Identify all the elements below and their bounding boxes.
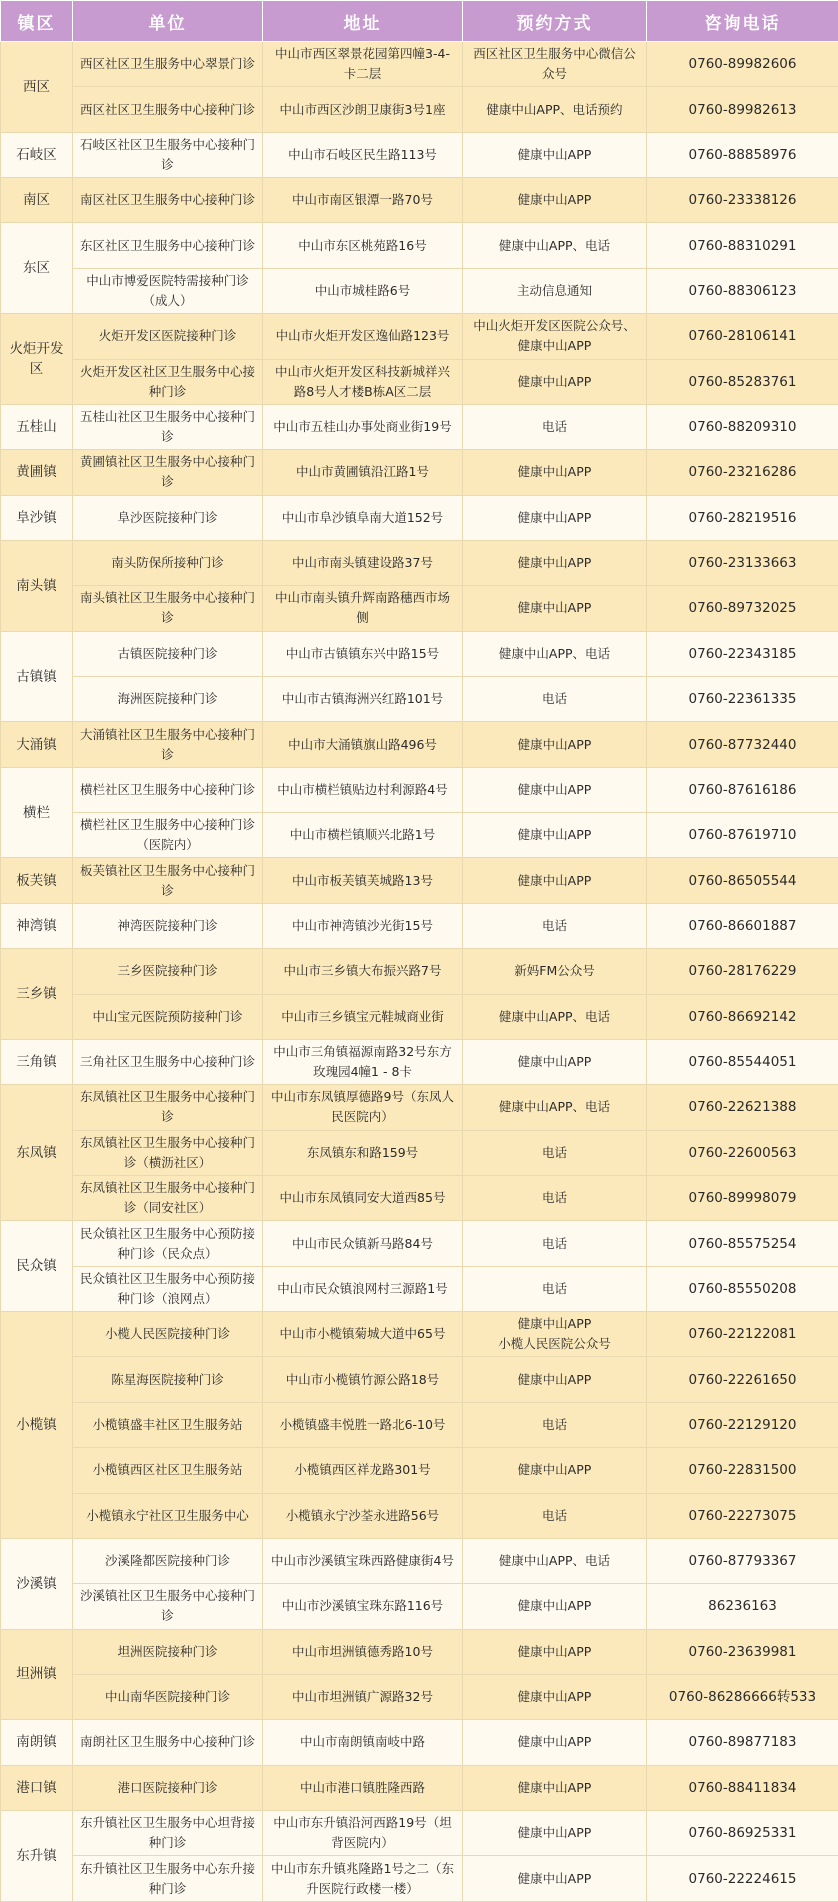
method-cell: 健康中山APP — [463, 132, 647, 177]
unit-cell: 小榄人民医院接种门诊 — [73, 1312, 263, 1357]
unit-cell: 西区社区卫生服务中心接种门诊 — [73, 87, 263, 132]
phone-cell: 86236163 — [647, 1584, 838, 1629]
unit-cell: 西区社区卫生服务中心翠景门诊 — [73, 42, 263, 87]
table-row — [1, 1085, 838, 1130]
address-cell: 中山市西区翠景花园第四幢3-4-卡二层 — [263, 42, 463, 87]
address-cell: 中山市阜沙镇阜南大道152号 — [263, 495, 463, 540]
address-cell: 中山市坦洲镇德秀路10号 — [263, 1629, 463, 1674]
phone-cell: 0760-23639981 — [647, 1629, 838, 1674]
address-cell: 中山市沙溪镇宝珠东路116号 — [263, 1584, 463, 1629]
table-row — [1, 767, 838, 812]
phone-cell: 0760-86925331 — [647, 1811, 838, 1856]
table-row — [1, 1039, 838, 1084]
table-row — [1, 359, 838, 404]
phone-cell: 0760-89998079 — [647, 1175, 838, 1220]
phone-cell: 0760-85575254 — [647, 1221, 838, 1266]
district-cell: 五桂山 — [1, 404, 73, 449]
method-cell: 电话 — [463, 1402, 647, 1447]
phone-cell: 0760-87732440 — [647, 722, 838, 767]
table-row — [1, 223, 838, 268]
table-row — [1, 1493, 838, 1538]
unit-cell: 横栏社区卫生服务中心接种门诊（医院内） — [73, 813, 263, 858]
table-row — [1, 1856, 838, 1901]
district-cell: 东升镇 — [1, 1811, 73, 1902]
district-cell: 三乡镇 — [1, 949, 73, 1040]
method-cell: 健康中山APP — [463, 495, 647, 540]
unit-cell: 中山南华医院接种门诊 — [73, 1674, 263, 1719]
address-cell: 中山市坦洲镇广源路32号 — [263, 1674, 463, 1719]
method-cell: 健康中山APP — [463, 540, 647, 585]
address-cell: 中山市东升镇沿河西路19号（坦背医院内） — [263, 1811, 463, 1856]
table-row — [1, 1720, 838, 1765]
address-cell: 中山市三乡镇宝元鞋城商业街 — [263, 994, 463, 1039]
address-cell: 中山市沙溪镇宝珠西路健康街4号 — [263, 1538, 463, 1583]
address-cell: 中山市石岐区民生路113号 — [263, 132, 463, 177]
table-row — [1, 495, 838, 540]
district-cell: 三角镇 — [1, 1039, 73, 1084]
table-row — [1, 1448, 838, 1493]
method-cell: 电话 — [463, 1266, 647, 1311]
phone-cell: 0760-28219516 — [647, 495, 838, 540]
phone-cell: 0760-22600563 — [647, 1130, 838, 1175]
method-cell: 健康中山APP、电话 — [463, 223, 647, 268]
method-cell: 电话 — [463, 903, 647, 948]
phone-cell: 0760-22831500 — [647, 1448, 838, 1493]
header-district: 镇区 — [1, 1, 73, 42]
district-cell: 南朗镇 — [1, 1720, 73, 1765]
unit-cell: 板芙镇社区卫生服务中心接种门诊 — [73, 858, 263, 903]
method-cell: 健康中山APP — [463, 1629, 647, 1674]
phone-cell: 0760-85550208 — [647, 1266, 838, 1311]
unit-cell: 五桂山社区卫生服务中心接种门诊 — [73, 404, 263, 449]
phone-cell: 0760-22261650 — [647, 1357, 838, 1402]
header-address: 地址 — [263, 1, 463, 42]
unit-cell: 古镇医院接种门诊 — [73, 631, 263, 676]
district-cell: 东凤镇 — [1, 1085, 73, 1221]
table-row — [1, 1765, 838, 1810]
address-cell: 中山市火炬开发区科技新城祥兴路8号人才楼B栋A区二层 — [263, 359, 463, 404]
address-cell: 中山市五桂山办事处商业街19号 — [263, 404, 463, 449]
table-row — [1, 178, 838, 223]
unit-cell: 神湾医院接种门诊 — [73, 903, 263, 948]
method-cell: 健康中山APP、电话 — [463, 1085, 647, 1130]
address-cell: 中山市南区银潭一路70号 — [263, 178, 463, 223]
unit-cell: 民众镇社区卫生服务中心预防接种门诊（浪网点） — [73, 1266, 263, 1311]
phone-cell: 0760-22621388 — [647, 1085, 838, 1130]
district-cell: 古镇镇 — [1, 631, 73, 722]
table-row — [1, 540, 838, 585]
table-row — [1, 1175, 838, 1220]
address-cell: 中山市东区桃苑路16号 — [263, 223, 463, 268]
address-cell: 中山市黄圃镇沿江路1号 — [263, 450, 463, 495]
method-cell: 健康中山APP — [463, 450, 647, 495]
table-row — [1, 586, 838, 631]
phone-cell: 0760-89877183 — [647, 1720, 838, 1765]
method-cell: 电话 — [463, 404, 647, 449]
phone-cell: 0760-22361335 — [647, 677, 838, 722]
method-cell: 健康中山APP — [463, 1811, 647, 1856]
table-row — [1, 1811, 838, 1856]
unit-cell: 东区社区卫生服务中心接种门诊 — [73, 223, 263, 268]
method-cell: 健康中山APP 小榄人民医院公众号 — [463, 1312, 647, 1357]
phone-cell: 0760-22129120 — [647, 1402, 838, 1447]
phone-cell: 0760-88306123 — [647, 268, 838, 313]
unit-cell: 陈星海医院接种门诊 — [73, 1357, 263, 1402]
address-cell: 中山市横栏镇顺兴北路1号 — [263, 813, 463, 858]
unit-cell: 三角社区卫生服务中心接种门诊 — [73, 1039, 263, 1084]
table-row — [1, 722, 838, 767]
table-body — [1, 42, 838, 1902]
table-row — [1, 404, 838, 449]
district-cell: 南头镇 — [1, 540, 73, 631]
address-cell: 中山市三角镇福源南路32号东方玫瑰园4幢1 - 8卡 — [263, 1039, 463, 1084]
unit-cell: 港口医院接种门诊 — [73, 1765, 263, 1810]
district-cell: 小榄镇 — [1, 1312, 73, 1539]
table-row — [1, 858, 838, 903]
address-cell: 中山市古镇镇东兴中路15号 — [263, 631, 463, 676]
table-row — [1, 677, 838, 722]
method-cell: 健康中山APP — [463, 1720, 647, 1765]
district-cell: 西区 — [1, 42, 73, 133]
address-cell: 东凤镇东和路159号 — [263, 1130, 463, 1175]
unit-cell: 小榄镇盛丰社区卫生服务站 — [73, 1402, 263, 1447]
method-cell: 西区社区卫生服务中心微信公众号 — [463, 42, 647, 87]
district-cell: 黄圃镇 — [1, 450, 73, 495]
phone-cell: 0760-28176229 — [647, 949, 838, 994]
address-cell: 中山市古镇海洲兴红路101号 — [263, 677, 463, 722]
phone-cell: 0760-22224615 — [647, 1856, 838, 1901]
method-cell: 健康中山APP — [463, 1674, 647, 1719]
unit-cell: 坦洲医院接种门诊 — [73, 1629, 263, 1674]
address-cell: 中山市小榄镇菊城大道中65号 — [263, 1312, 463, 1357]
method-cell: 电话 — [463, 1221, 647, 1266]
district-cell: 横栏 — [1, 767, 73, 858]
address-cell: 中山市横栏镇贴边村利源路4号 — [263, 767, 463, 812]
table-row — [1, 1266, 838, 1311]
phone-cell: 0760-89982606 — [647, 42, 838, 87]
phone-cell: 0760-88858976 — [647, 132, 838, 177]
method-cell: 电话 — [463, 1493, 647, 1538]
method-cell: 健康中山APP — [463, 1039, 647, 1084]
unit-cell: 南头防保所接种门诊 — [73, 540, 263, 585]
table-row — [1, 450, 838, 495]
method-cell: 健康中山APP、电话 — [463, 994, 647, 1039]
unit-cell: 小榄镇永宁社区卫生服务中心 — [73, 1493, 263, 1538]
method-cell: 健康中山APP — [463, 586, 647, 631]
unit-cell: 火炬开发区医院接种门诊 — [73, 314, 263, 359]
address-cell: 中山市小榄镇竹源公路18号 — [263, 1357, 463, 1402]
address-cell: 小榄镇盛丰悦胜一路北6-10号 — [263, 1402, 463, 1447]
table-row — [1, 903, 838, 948]
method-cell: 健康中山APP — [463, 1584, 647, 1629]
table-row — [1, 813, 838, 858]
unit-cell: 南朗社区卫生服务中心接种门诊 — [73, 1720, 263, 1765]
table-row — [1, 1357, 838, 1402]
phone-cell: 0760-22122081 — [647, 1312, 838, 1357]
method-cell: 健康中山APP — [463, 858, 647, 903]
district-cell: 港口镇 — [1, 1765, 73, 1810]
unit-cell: 沙溪镇社区卫生服务中心接种门诊 — [73, 1584, 263, 1629]
table-row — [1, 1130, 838, 1175]
district-cell: 沙溪镇 — [1, 1538, 73, 1629]
method-cell: 健康中山APP — [463, 1448, 647, 1493]
unit-cell: 中山市博爱医院特需接种门诊（成人） — [73, 268, 263, 313]
table-row — [1, 1674, 838, 1719]
unit-cell: 大涌镇社区卫生服务中心接种门诊 — [73, 722, 263, 767]
unit-cell: 中山宝元医院预防接种门诊 — [73, 994, 263, 1039]
table-row — [1, 132, 838, 177]
unit-cell: 东凤镇社区卫生服务中心接种门诊 — [73, 1085, 263, 1130]
method-cell: 健康中山APP、电话 — [463, 1538, 647, 1583]
table-row — [1, 314, 838, 359]
address-cell: 中山市民众镇浪网村三源路1号 — [263, 1266, 463, 1311]
phone-cell: 0760-23338126 — [647, 178, 838, 223]
address-cell: 中山市南朗镇南岐中路 — [263, 1720, 463, 1765]
address-cell: 中山市西区沙朗卫康街3号1座 — [263, 87, 463, 132]
address-cell: 中山市南头镇升辉南路穗西市场侧 — [263, 586, 463, 631]
method-cell: 电话 — [463, 677, 647, 722]
method-cell: 健康中山APP — [463, 1765, 647, 1810]
address-cell: 中山市东凤镇厚德路9号（东凤人民医院内） — [263, 1085, 463, 1130]
method-cell: 新妈FM公众号 — [463, 949, 647, 994]
header-phone: 咨询电话 — [647, 1, 838, 42]
address-cell: 中山市南头镇建设路37号 — [263, 540, 463, 585]
method-cell: 健康中山APP、电话 — [463, 631, 647, 676]
phone-cell: 0760-28106141 — [647, 314, 838, 359]
method-cell: 健康中山APP — [463, 178, 647, 223]
phone-cell: 0760-23216286 — [647, 450, 838, 495]
district-cell: 火炬开发区 — [1, 314, 73, 405]
phone-cell: 0760-23133663 — [647, 540, 838, 585]
unit-cell: 小榄镇西区社区卫生服务站 — [73, 1448, 263, 1493]
table-row — [1, 87, 838, 132]
table-row — [1, 949, 838, 994]
phone-cell: 0760-85283761 — [647, 359, 838, 404]
unit-cell: 黄圃镇社区卫生服务中心接种门诊 — [73, 450, 263, 495]
unit-cell: 东凤镇社区卫生服务中心接种门诊（横沥社区） — [73, 1130, 263, 1175]
unit-cell: 南区社区卫生服务中心接种门诊 — [73, 178, 263, 223]
table-row — [1, 1221, 838, 1266]
table-row — [1, 1538, 838, 1583]
unit-cell: 民众镇社区卫生服务中心预防接种门诊（民众点） — [73, 1221, 263, 1266]
district-cell: 板芙镇 — [1, 858, 73, 903]
header-unit: 单位 — [73, 1, 263, 42]
address-cell: 中山市港口镇胜隆西路 — [263, 1765, 463, 1810]
method-cell: 电话 — [463, 1130, 647, 1175]
address-cell: 中山市城桂路6号 — [263, 268, 463, 313]
header-method: 预约方式 — [463, 1, 647, 42]
header-row — [1, 1, 838, 42]
phone-cell: 0760-88209310 — [647, 404, 838, 449]
table-row — [1, 268, 838, 313]
phone-cell: 0760-22343185 — [647, 631, 838, 676]
district-cell: 南区 — [1, 178, 73, 223]
unit-cell: 海洲医院接种门诊 — [73, 677, 263, 722]
table-row — [1, 631, 838, 676]
phone-cell: 0760-86505544 — [647, 858, 838, 903]
table-row — [1, 1402, 838, 1447]
phone-cell: 0760-86601887 — [647, 903, 838, 948]
method-cell: 健康中山APP — [463, 1856, 647, 1901]
unit-cell: 阜沙医院接种门诊 — [73, 495, 263, 540]
unit-cell: 东升镇社区卫生服务中心东升接种门诊 — [73, 1856, 263, 1901]
method-cell: 主动信息通知 — [463, 268, 647, 313]
method-cell: 健康中山APP — [463, 359, 647, 404]
address-cell: 小榄镇西区祥龙路301号 — [263, 1448, 463, 1493]
phone-cell: 0760-22273075 — [647, 1493, 838, 1538]
table-row — [1, 1312, 838, 1357]
district-cell: 阜沙镇 — [1, 495, 73, 540]
phone-cell: 0760-87616186 — [647, 767, 838, 812]
phone-cell: 0760-88310291 — [647, 223, 838, 268]
unit-cell: 石岐区社区卫生服务中心接种门诊 — [73, 132, 263, 177]
phone-cell: 0760-88411834 — [647, 1765, 838, 1810]
address-cell: 中山市民众镇新马路84号 — [263, 1221, 463, 1266]
address-cell: 中山市大涌镇旗山路496号 — [263, 722, 463, 767]
district-cell: 石岐区 — [1, 132, 73, 177]
district-cell: 坦洲镇 — [1, 1629, 73, 1720]
table-row — [1, 1584, 838, 1629]
table-row — [1, 994, 838, 1039]
address-cell: 中山市火炬开发区逸仙路123号 — [263, 314, 463, 359]
district-cell: 大涌镇 — [1, 722, 73, 767]
phone-cell: 0760-89732025 — [647, 586, 838, 631]
unit-cell: 东升镇社区卫生服务中心坦背接种门诊 — [73, 1811, 263, 1856]
address-cell: 小榄镇永宁沙荃永进路56号 — [263, 1493, 463, 1538]
unit-cell: 三乡医院接种门诊 — [73, 949, 263, 994]
unit-cell: 东凤镇社区卫生服务中心接种门诊（同安社区） — [73, 1175, 263, 1220]
table-row — [1, 42, 838, 87]
phone-cell: 0760-89982613 — [647, 87, 838, 132]
method-cell: 健康中山APP — [463, 767, 647, 812]
unit-cell: 沙溪隆都医院接种门诊 — [73, 1538, 263, 1583]
unit-cell: 横栏社区卫生服务中心接种门诊 — [73, 767, 263, 812]
method-cell: 健康中山APP、电话预约 — [463, 87, 647, 132]
address-cell: 中山市东凤镇同安大道西85号 — [263, 1175, 463, 1220]
address-cell: 中山市神湾镇沙光街15号 — [263, 903, 463, 948]
district-cell: 神湾镇 — [1, 903, 73, 948]
address-cell: 中山市三乡镇大布振兴路7号 — [263, 949, 463, 994]
address-cell: 中山市东升镇兆隆路1号之二（东升医院行政楼一楼） — [263, 1856, 463, 1901]
phone-cell: 0760-86692142 — [647, 994, 838, 1039]
method-cell: 电话 — [463, 1175, 647, 1220]
method-cell: 中山火炬开发区医院公众号、健康中山APP — [463, 314, 647, 359]
phone-cell: 0760-86286666转533 — [647, 1674, 838, 1719]
method-cell: 健康中山APP — [463, 1357, 647, 1402]
method-cell: 健康中山APP — [463, 722, 647, 767]
phone-cell: 0760-85544051 — [647, 1039, 838, 1084]
district-cell: 民众镇 — [1, 1221, 73, 1312]
phone-cell: 0760-87619710 — [647, 813, 838, 858]
table-row — [1, 1629, 838, 1674]
unit-cell: 火炬开发区社区卫生服务中心接种门诊 — [73, 359, 263, 404]
address-cell: 中山市板芙镇芙城路13号 — [263, 858, 463, 903]
phone-cell: 0760-87793367 — [647, 1538, 838, 1583]
method-cell: 健康中山APP — [463, 813, 647, 858]
district-cell: 东区 — [1, 223, 73, 314]
unit-cell: 南头镇社区卫生服务中心接种门诊 — [73, 586, 263, 631]
